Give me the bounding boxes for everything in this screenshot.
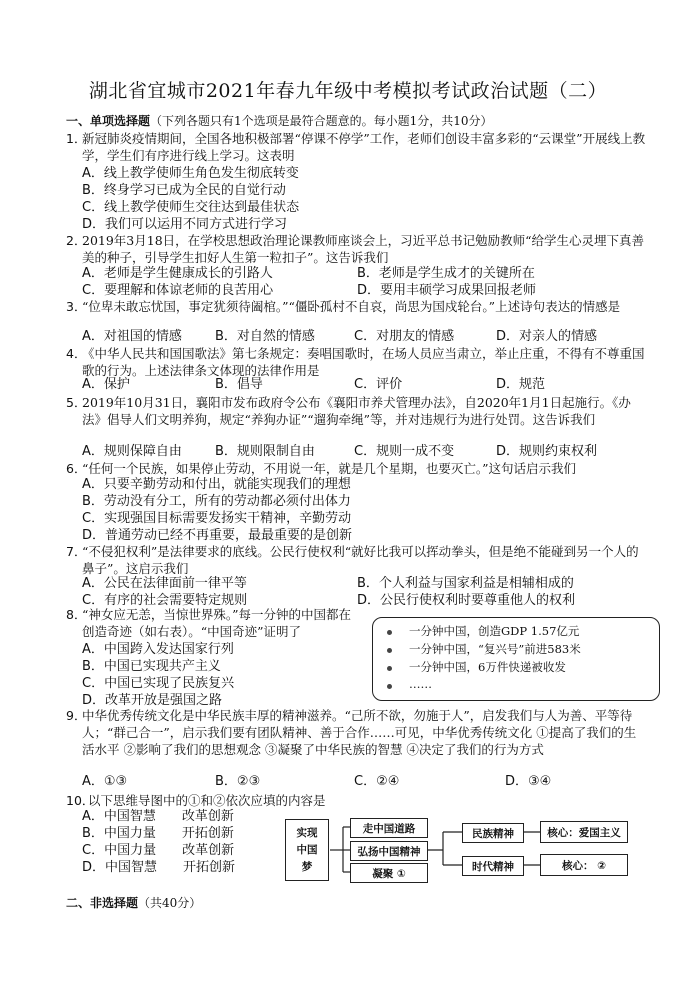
- mindmap-branch-blank-1: 凝聚 ①: [350, 863, 428, 883]
- question-number: 7．: [66, 544, 87, 559]
- fact-line: 一分钟中国，创造GDP 1.57亿元: [409, 624, 580, 638]
- option: A．公民在法律面前一律平等: [82, 576, 247, 591]
- option: C．评价: [354, 377, 403, 392]
- option: A．线上教学使师生角色发生彻底转变: [82, 166, 299, 181]
- question-text: “不侵犯权利”是法律要求的底线。公民行使权利“就好比我可以挥动拳头，但是绝不能碰到另一个人的鼻子”。这启示我们: [82, 544, 639, 576]
- option: C．对朋友的情感: [354, 329, 455, 344]
- mindmap-core: 核心：爱国主义: [540, 821, 628, 843]
- question-text: 2019年3月18日，在学校思想政治理论课教师座谈会上，习近平总书记勉励教师“给学生心灵埋下真善美的种子，引导学生扣好人生第一粒扣子”。这告诉我们: [82, 233, 645, 265]
- option: B．对自然的情感: [215, 329, 315, 344]
- question-number: 3．: [66, 299, 87, 314]
- section-one-label: 一、单项选择题: [66, 114, 151, 128]
- fact-line: ……: [409, 677, 432, 691]
- question-number: 4．: [66, 346, 87, 361]
- option: D．中国智慧 开拓创新: [82, 860, 236, 875]
- option: A．中国跨入发达国家行列: [82, 642, 234, 657]
- option: C．实现强国目标需要发扬实干精神，辛勤劳动: [82, 511, 352, 526]
- question-text: 2019年10月31日，襄阳市发布政府令公布《襄阳市养犬管理办法》，自2020年1月1日起施行。《办法》倡导人们文明养狗，规定“养狗办证”“遛狗牵绳”等，并对违规行为进行处罚。这告诉我们: [82, 395, 631, 427]
- option: A．只要辛勤劳动和付出，就能实现我们的理想: [82, 477, 351, 492]
- option: B．中国力量 开拓创新: [82, 826, 234, 841]
- option: C．有序的社会需要特定规则: [82, 593, 248, 608]
- option: B．终身学习已成为全民的自觉行动: [82, 183, 286, 198]
- option: C．规则一成不变: [354, 444, 455, 459]
- question-number: 6．: [66, 461, 87, 476]
- fact-line: 一分钟中国，“复兴号”前进583米: [409, 642, 581, 656]
- section-one-note: （下列各题只有1个选项是最符合题意的。每小题1分，共10分）: [150, 114, 493, 128]
- option: B．中国已实现共产主义: [82, 659, 221, 674]
- option: A．①③: [82, 774, 128, 789]
- fact-line: 一分钟中国，6万件快递被收发: [409, 660, 566, 674]
- option: A．规则保障自由: [82, 444, 182, 459]
- option: C．中国已实现了民族复兴: [82, 676, 235, 691]
- mindmap-root: 实现中国梦: [285, 819, 329, 881]
- question-text: “位卑未敢忘忧国，事定犹须待阖棺。”“僵卧孤村不自哀，尚思为国戍轮台。”上述诗句表达的情感是: [82, 299, 621, 314]
- page-title: 湖北省宜城市2021年春九年级中考模拟考试政治试题（二）: [88, 80, 608, 102]
- mindmap-spirit: 时代精神: [462, 856, 524, 876]
- option: B．倡导: [215, 377, 263, 392]
- question-number: 10．: [66, 793, 95, 808]
- option: D．对亲人的情感: [496, 329, 598, 344]
- option: B．个人利益与国家利益是相辅相成的: [357, 576, 574, 591]
- option: D．要用丰硕学习成果回报老师: [357, 283, 537, 298]
- option: A．老师是学生健康成长的引路人: [82, 266, 273, 281]
- question-number: 5．: [66, 395, 87, 410]
- question-text: 中华优秀传统文化是中华民族丰厚的精神滋养。“己所不欲，勿施于人”，启发我们与人为善、平等待人；“群己合一”，启示我们要有团队精神、善于合作……可见，中华优秀传统文化 ①提高了我们的生活水平 ②影响了我们的思想观念 ③凝聚了中华民族的智慧 ④决定了我们的行为方式: [82, 708, 637, 757]
- option: C．中国力量 改革创新: [82, 843, 235, 858]
- option: A．对祖国的情感: [82, 329, 182, 344]
- question-number: 9．: [66, 708, 87, 723]
- section-two-label: 二、非选择题: [66, 896, 139, 910]
- option: C．要理解和体谅老师的良苦用心: [82, 283, 274, 298]
- option: A．中国智慧 改革创新: [82, 809, 234, 824]
- option: A．保护: [82, 377, 130, 392]
- option: B．规则限制自由: [215, 444, 315, 459]
- option: D．③④: [505, 774, 552, 789]
- mindmap-branch: 弘扬中国精神: [350, 841, 428, 861]
- question-number: 2．: [66, 233, 87, 248]
- question-text: 新冠肺炎疫情期间，全国各地积极部署“停课不停学”工作，老师们创设丰富多彩的“云课堂”开展线上教学，学生们有序进行线上学习。这表明: [82, 131, 646, 163]
- option: B．劳动没有分工，所有的劳动都必须付出体力: [82, 494, 351, 509]
- option: B．②③: [215, 774, 261, 789]
- question-text: “任何一个民族，如果停止劳动，不用说一年，就是几个星期，也要灭亡。”这句话启示我们: [82, 461, 577, 476]
- mindmap-spirit: 民族精神: [462, 823, 524, 843]
- option: C．线上教学使师生交往达到最佳状态: [82, 200, 300, 215]
- option: D．公民行使权利时要尊重他人的权利: [357, 593, 576, 608]
- question-text: “神女应无恙，当惊世界殊。”每一分钟的中国都在创造奇迹（如右表）。“中国奇迹”证明了: [82, 607, 352, 639]
- option: D．我们可以运用不同方式进行学习: [82, 217, 288, 232]
- option: B．老师是学生成才的关键所在: [357, 266, 535, 281]
- option: C．②④: [354, 774, 400, 789]
- section-two-heading: [66, 894, 201, 911]
- option: D．规范: [496, 377, 546, 392]
- question-number: 1．: [66, 131, 87, 146]
- mindmap-branch: 走中国道路: [350, 818, 428, 838]
- question-text: 以下思维导图中的①和②依次应填的内容是: [88, 793, 326, 808]
- option: D．改革开放是强国之路: [82, 693, 223, 708]
- question-text: 《中华人民共和国国歌法》第七条规定：奏唱国歌时，在场人员应当肃立，举止庄重，不得有不尊重国歌的行为。上述法律条文体现的法律作用是: [82, 346, 645, 378]
- question-number: 8．: [66, 607, 87, 622]
- section-two-note: （共40分）: [138, 896, 202, 910]
- mindmap-core-blank-2: 核心： ②: [540, 854, 628, 876]
- option: D．规则约束权利: [496, 444, 598, 459]
- option: D．普通劳动已经不再重要，最最重要的是创新: [82, 528, 353, 543]
